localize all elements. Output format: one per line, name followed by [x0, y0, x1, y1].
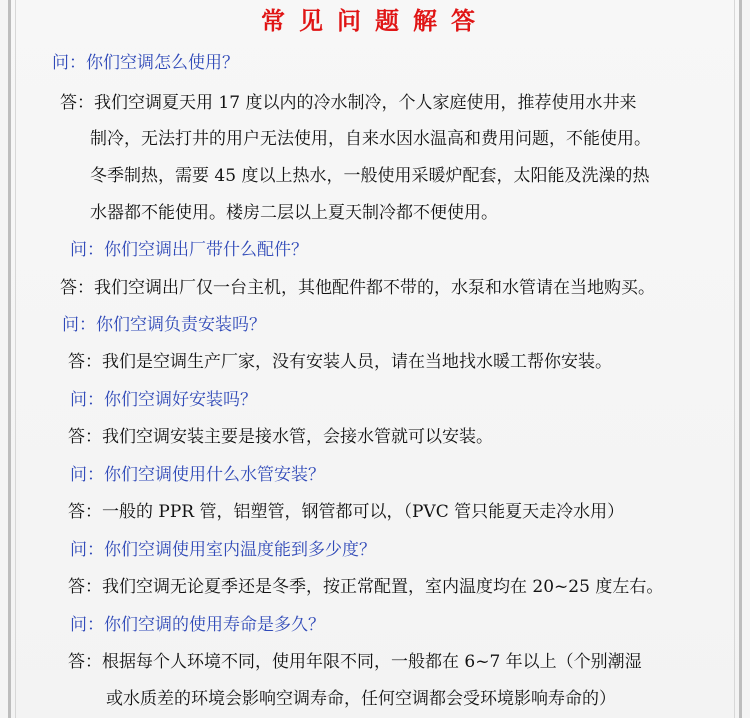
question-1: 问：你们空调怎么使用？	[52, 53, 239, 73]
answer-5: 答：一般的 PPR 管，铝塑管，钢管都可以，（PVC 管只能夏天走冷水用）	[68, 502, 625, 522]
answer-2: 答：我们空调出厂仅一台主机，其他配件都不带的，水泵和水管请在当地购买。	[60, 278, 655, 298]
question-2: 问：你们空调出厂带什么配件？	[70, 240, 308, 260]
answer-7-line-2: 或水质差的环境会影响空调寿命，任何空调都会受环境影响寿命的）	[106, 689, 616, 709]
answer-1-line-1: 答：我们空调夏天用 17 度以内的冷水制冷，个人家庭使用，推荐使用水井来	[60, 93, 637, 113]
question-7: 问：你们空调的使用寿命是多久？	[70, 615, 325, 635]
answer-6: 答：我们空调无论夏季还是冬季，按正常配置，室内温度均在 20~25 度左右。	[68, 577, 664, 597]
question-6: 问：你们空调使用室内温度能到多少度？	[70, 540, 376, 560]
answer-4: 答：我们空调安装主要是接水管，会接水管就可以安装。	[68, 427, 493, 447]
page-title: 常见问题解答	[261, 6, 489, 35]
answer-1-line-4: 水器都不能使用。楼房二层以上夏天制冷都不便使用。	[90, 203, 498, 223]
answer-3: 答：我们是空调生产厂家，没有安装人员，请在当地找水暖工帮你安装。	[68, 352, 612, 372]
question-5: 问：你们空调使用什么水管安装？	[70, 465, 325, 485]
answer-7-line-1: 答：根据每个人环境不同，使用年限不同，一般都在 6~7 年以上（个别潮湿	[68, 652, 642, 672]
answer-1-line-2: 制冷，无法打井的用户无法使用，自来水因水温高和费用问题，不能使用。	[90, 129, 651, 149]
question-4: 问：你们空调好安装吗？	[70, 390, 257, 410]
question-3: 问：你们空调负责安装吗？	[62, 315, 266, 335]
answer-1-line-3: 冬季制热，需要 45 度以上热水，一般使用采暖炉配套，太阳能及洗澡的热	[90, 166, 650, 186]
